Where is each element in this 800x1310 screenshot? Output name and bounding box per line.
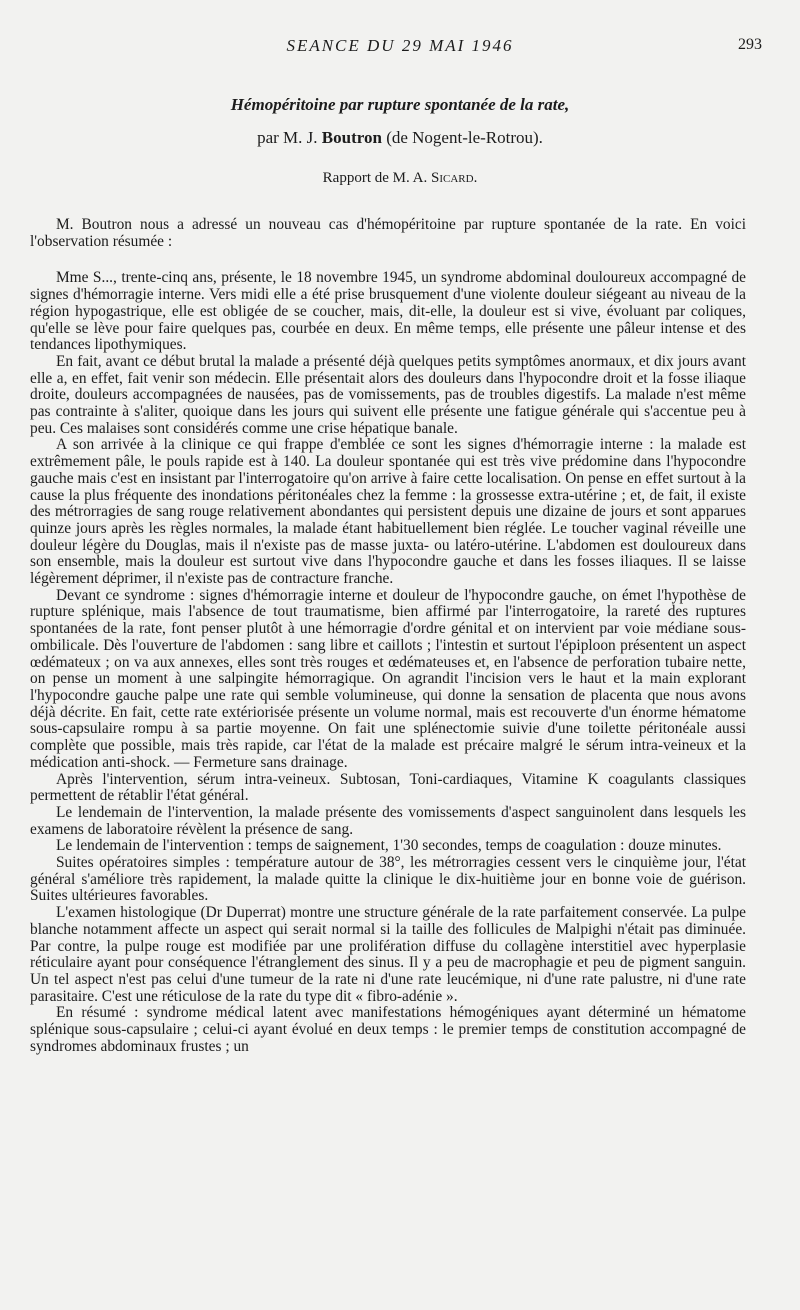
running-header — [30, 36, 770, 60]
author-name: Boutron — [321, 128, 382, 147]
paragraph: Devant ce syndrome : signes d'hémorragie interne et douleur de l'hypocondre gauche, on émet l'hypothèse de rupture splénique, mais l'absence de tout traumatisme, bien affirmé par l'interrogatoire, la rareté des ruptures spontanées de la rate, font penser plutôt à une hémorragie d'ordre génital et on intervient par voie médiane sous-ombilicale. Dès l'ouverture de l'abdomen : sang libre et caillots ; l'intestin et surtout l'épiploon présentent un aspect œdémateux ; on va aux annexes, elles sont très rouges et œdémateuses et, en l'absence de perforation tubaire nette, on pense un moment à une salpingite hémorragique. On agrandit l'incision vers le haut et la main explorant l'hypocondre gauche palpe une rate qui semble volumineuse, qui donne la sensation de placenta que nous avons déjà décrite. En fait, cette rate extériorisée présente un volume normal, mais est recouverte d'un énorme hématome sous-capsulaire rompu à sa partie moyenne. On fait une splénectomie suivie d'une toilette péritonéale aussi complète que possible, mais très rapide, car l'état de la malade est précaire malgré le sérum intra-veineux et la médication anti-shock. — Fermeture sans drainage. — [30, 586, 746, 771]
article-body — [30, 217, 746, 1055]
page-number: 293 — [738, 36, 762, 53]
article-title: Hémopéritoine par rupture spontanée de la rate, — [230, 95, 570, 114]
report-author: Sicard. — [431, 170, 478, 186]
paragraph: A son arrivée à la clinique ce qui frappe d'emblée ce sont les signes d'hémorragie interne : la malade est extrêmement pâle, le pouls rapide est à 140. La douleur spontanée qui est très vive prédomine dans l'hypocondre gauche mais c'est en insistant par l'interrogatoire qu'on arrive à faire cette localisation. On pense en effet surtout à la cause la plus fréquente des inondations péritonéales chez la femme : la grossesse extra-utérine ; et, de fait, il existe des métrorragies de sang rouge relativement abondantes qui persistent depuis une dizaine de jours et sont apparues quinze jours après les règles normales, la malade étant habituellement bien réglée. Le toucher vaginal réveille une douleur légère du Douglas, mais il n'existe pas de masse juxta- ou latéro-utérine. L'abdomen est douloureux dans son ensemble, mais la douleur est surtout vive dans l'hypocondre gauche et dans les fosses iliaques. Il se laisse légèrement déprimer, il n'existe pas de contracture franche. — [30, 436, 746, 588]
paragraph: Le lendemain de l'intervention, la malade présente des vomissements d'aspect sanguinolent dans lesquels les examens de laboratoire révèlent la présence de sang. — [30, 803, 746, 838]
paragraph: En fait, avant ce début brutal la malade a présenté déjà quelques petits symptômes anormaux, et dix jours avant elle a, en effet, fait venir son médecin. Elle présentait alors des douleurs dans l'hypocondre droit et la fosse iliaque droite, douleurs accompagnées de nausées, pas de vomissements, pas de troubles digestifs. La malade n'est même pas contrainte à s'aliter, quoique dans les jours qui suivent elle présente une fatigue générale qui s'accentue peu à peu. Ces malaises sont considérés comme une crise hépatique banale. — [30, 352, 746, 437]
running-title: SEANCE DU 29 MAI 1946 — [286, 36, 514, 55]
report-line — [0, 170, 800, 187]
byline-prefix: par M. J. — [257, 128, 322, 147]
byline — [0, 128, 800, 148]
paragraph: Mme S..., trente-cinq ans, présente, le 18 novembre 1945, un syndrome abdominal douloureux accompagné de signes d'hémorragie interne. Vers midi elle a été prise brusquement d'une violente douleur siégeant au niveau de la région hypogastrique, elle est obligée de se coucher, mais, dit-elle, la douleur est si vive, évoluant par coliques, qu'elle se lève pour faire quelques pas, courbée en deux. En même temps, elle présente une pâleur intense et des tendances lipothymiques. — [30, 269, 746, 354]
report-prefix: Rapport de M. A. — [322, 170, 431, 186]
paragraph: Après l'intervention, sérum intra-veineux. Subtosan, Toni-cardiaques, Vitamine K coagulants classiques permettent de rétablir l'état général. — [30, 770, 746, 805]
paragraph-intro: M. Boutron nous a adressé un nouveau cas d'hémopéritoine par rupture spontanée de la rate. En voici l'observation résumée : — [30, 216, 746, 250]
paragraph: En résumé : syndrome médical latent avec manifestations hémogéniques ayant déterminé un hématome splénique sous-capsulaire ; celui-ci ayant évolué en deux temps : le premier temps de constitution accompagné de syndromes abdominaux frustes ; un — [30, 1004, 746, 1055]
byline-suffix: (de Nogent-le-Rotrou). — [381, 128, 543, 147]
paragraph: Le lendemain de l'intervention : temps de saignement, 1'30 secondes, temps de coagulation : douze minutes. — [56, 837, 722, 855]
paragraph: L'examen histologique (Dr Duperrat) montre une structure générale de la rate parfaitement conservée. La pulpe blanche notamment affecte un aspect qui serait normal si la taille des follicules de Malpighi n'était pas diminuée. Par contre, la pulpe rouge est modifiée par une prolifération diffuse du collagène interstitiel avec hyperplasie réticulaire ayant pour conséquence l'étranglement des sinus. Il y a peu de macrophagie et peu de pigment sanguin. Un tel aspect n'est pas celui d'une tumeur de la rate ni d'une rate leucémique, ni d'une rate palustre, ni d'une rate parasitaire. C'est une réticulose de la rate du type dit « fibro-adénie ». — [30, 904, 746, 1005]
paragraph: Suites opératoires simples : température autour de 38°, les métrorragies cessent vers le cinquième jour, l'état général s'améliore très rapidement, la malade quitte la clinique le dix-huitième jour en bonne voie de guérison. Suites ultérieures favorables. — [30, 854, 746, 905]
